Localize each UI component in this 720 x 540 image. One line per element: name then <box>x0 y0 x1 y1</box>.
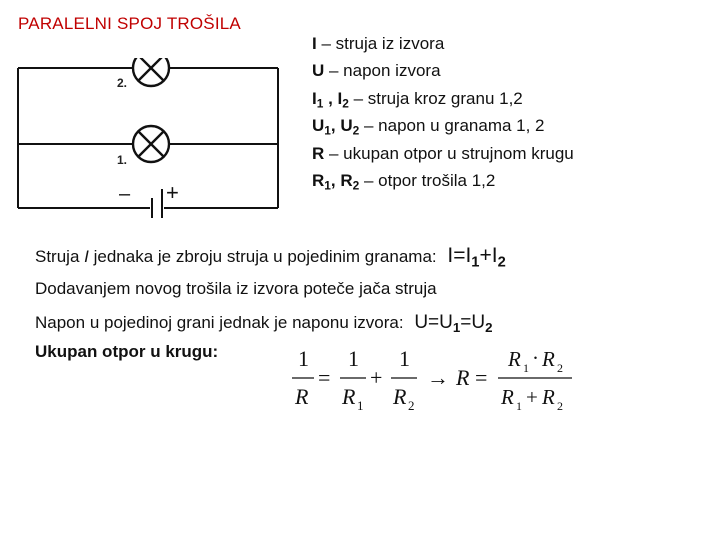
resistance-formula <box>282 344 582 424</box>
symbol-legend <box>312 30 574 194</box>
current-sum-statement: Struja I jednaka je zbroju struja u pojedinim granama: $I=I_1+I_2$ <box>35 244 506 271</box>
svg-text:+: + <box>526 385 538 409</box>
legend-row: $R_1$, $R_2$ – otpor trošila 1,2 <box>312 171 496 193</box>
branch-label-1: 1. <box>117 153 128 167</box>
svg-text:+: + <box>370 365 383 390</box>
svg-text:R: R <box>295 384 309 409</box>
svg-text:1: 1 <box>298 346 309 371</box>
battery-icon <box>152 189 162 218</box>
svg-text:1: 1 <box>399 346 410 371</box>
svg-text:1: 1 <box>523 361 529 375</box>
svg-text:R: R <box>393 384 407 409</box>
svg-text:R: R <box>342 384 356 409</box>
svg-text:2: 2 <box>557 399 563 413</box>
svg-text:2: 2 <box>557 361 563 375</box>
svg-text:=: = <box>475 365 488 390</box>
legend-row: $U_1$, $U_2$ – napon u granama 1, 2 <box>312 116 545 138</box>
svg-text:R: R <box>542 385 555 409</box>
lamp-icon <box>133 58 169 86</box>
current-formula: $I=I_1+I_2$ <box>447 244 506 271</box>
svg-text:1: 1 <box>348 346 359 371</box>
svg-text:R: R <box>542 347 555 371</box>
legend-row: R – ukupan otpor u strujnom krugu <box>312 143 574 163</box>
voltage-formula: $U=U_1=U_2$ <box>414 312 493 335</box>
total-resistance-label: Ukupan otpor u krugu: <box>35 342 219 361</box>
svg-text:=: = <box>318 365 331 390</box>
voltage-equal-statement: Napon u pojedinoj grani jednak je naponu izvora: $U=U_1=U_2$ <box>35 312 493 335</box>
svg-text:1: 1 <box>516 399 522 413</box>
lamp-icon <box>133 126 169 162</box>
legend-row: I – struja iz izvora <box>312 34 445 53</box>
svg-text:2: 2 <box>408 398 415 413</box>
slide-title: PARALELNI SPOJ TROŠILA <box>18 14 241 33</box>
battery-plus-label: + <box>166 180 179 205</box>
svg-text:R: R <box>456 365 470 390</box>
legend-row: $I_1$ , $I_2$ – struja kroz granu 1,2 <box>312 88 523 111</box>
branch-label-2: 2. <box>117 76 128 90</box>
legend-row: U – napon izvora <box>312 61 441 81</box>
parallel-circuit-diagram <box>14 58 294 218</box>
svg-text:1: 1 <box>357 398 364 413</box>
svg-text:R: R <box>501 385 514 409</box>
svg-text:·: · <box>532 346 539 370</box>
stronger-current-statement: Dodavanjem novog trošila iz izvora poteče jača struja <box>35 279 437 298</box>
svg-text:R: R <box>508 347 521 371</box>
battery-minus-label: – <box>119 183 131 205</box>
arrow-icon: → <box>427 365 449 390</box>
